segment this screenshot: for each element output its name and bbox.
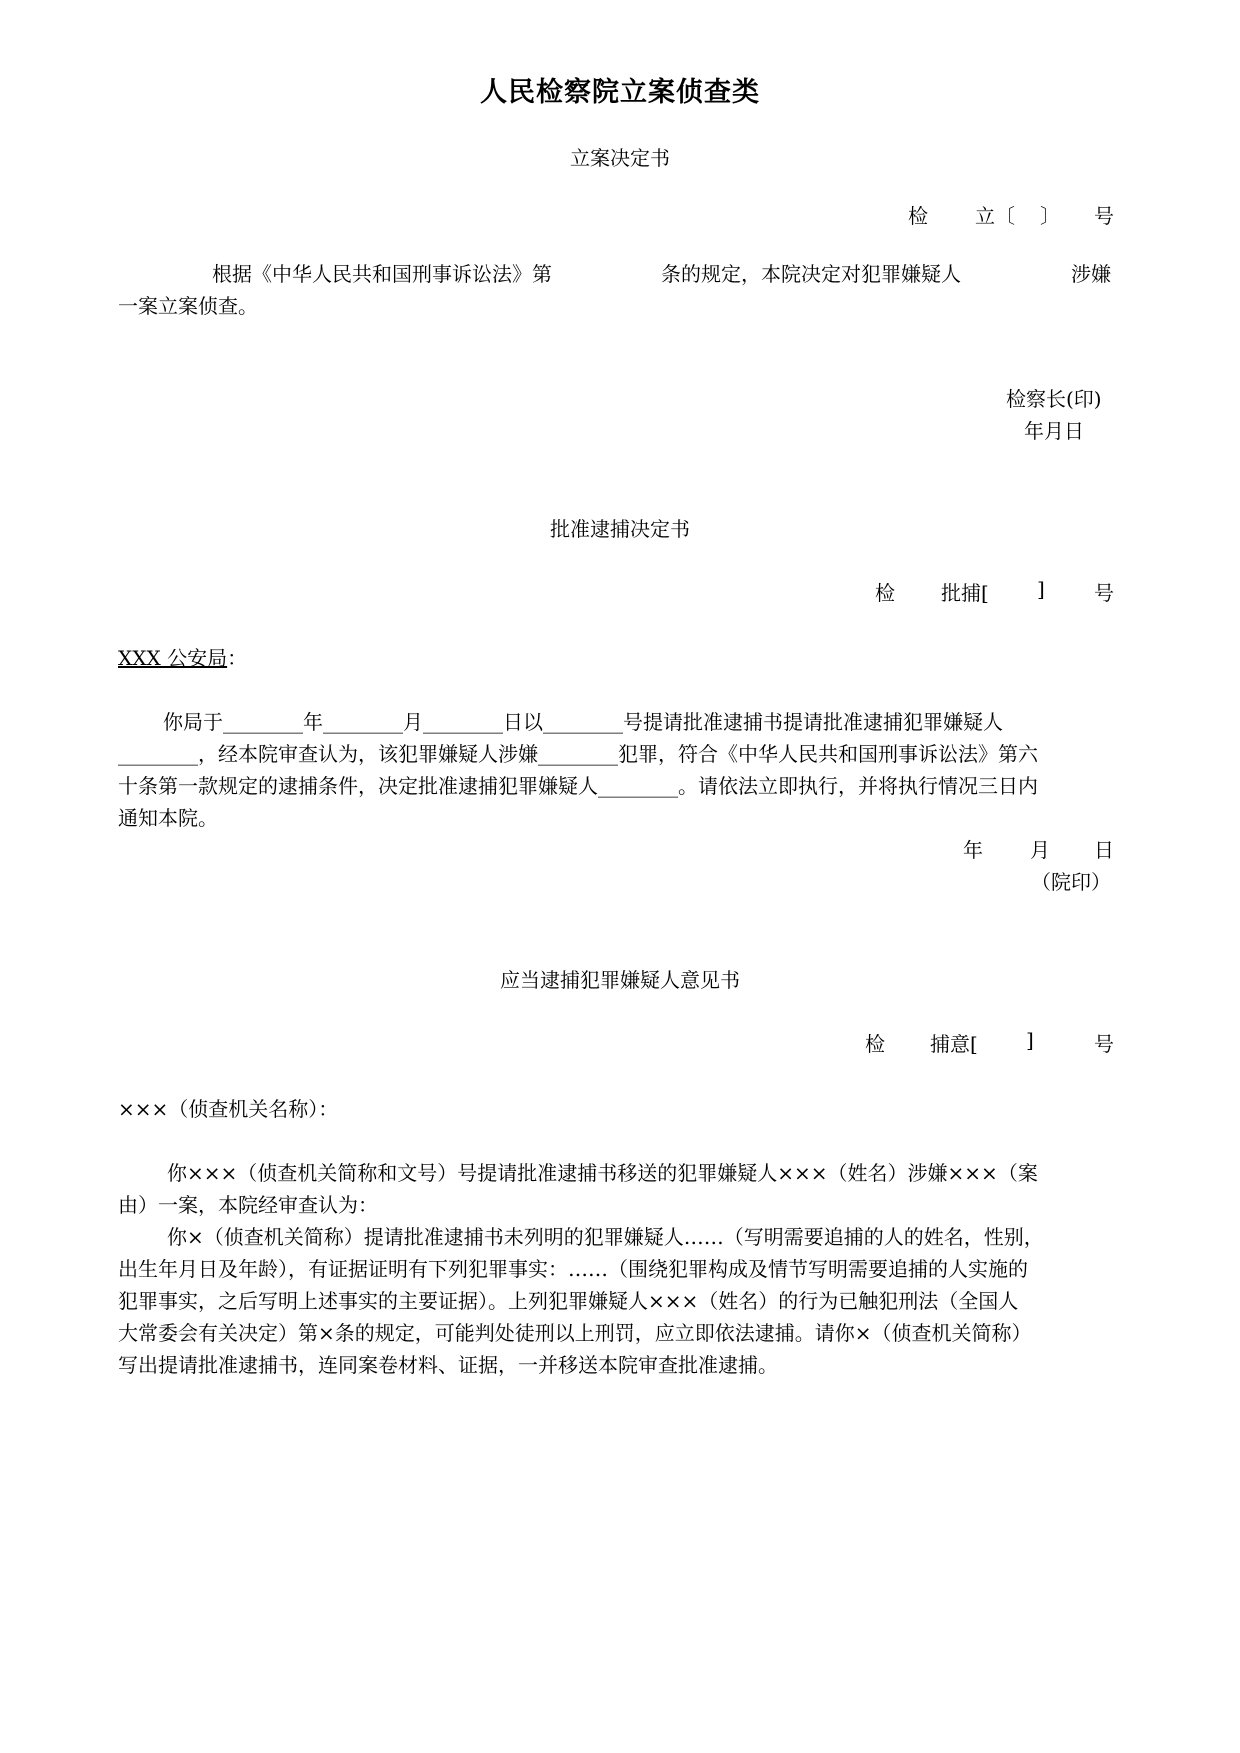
doc1-signature: 检察长(印): [1006, 387, 1102, 411]
doc2-date-month: 月: [1030, 838, 1050, 862]
doc3-number-jian: 检: [865, 1032, 885, 1056]
doc2-body-line-4: 通知本院。: [118, 806, 218, 830]
doc3-recipient: ×××（侦查机关名称）：: [118, 1097, 339, 1121]
doc2-recipient-colon: ：: [227, 646, 248, 670]
doc1-para-part1: 根据《中华人民共和国刑事诉讼法》第: [212, 262, 552, 286]
doc1-number-close: 〕: [1040, 204, 1060, 228]
doc1-para-line2: 一案立案侦查。: [118, 294, 258, 318]
doc2-seal: （院印）: [1031, 870, 1111, 894]
doc1-title: 立案决定书: [570, 146, 670, 170]
doc1-number-jian: 检: [908, 204, 928, 228]
doc3-body-line-3: 你×（侦查机关简称）提请批准逮捕书未列明的犯罪嫌疑人……（写明需要追捕的人的姓名，性别，: [167, 1225, 1044, 1249]
doc3-body-line-2: 由）一案，本院经审查认为：: [118, 1193, 378, 1217]
doc2-number-pi: 批捕[: [941, 581, 989, 605]
doc2-body-line-3: 十条第一款规定的逮捕条件，决定批准逮捕犯罪嫌疑人________。请依法立即执行，并将执行情况三日内: [118, 774, 1038, 798]
doc2-body-line-1: 你局于________年________月________日以________号提请批准逮捕书提请批准逮捕犯罪嫌疑人: [163, 710, 1003, 734]
doc3-body-line-7: 写出提请批准逮捕书，连同案卷材料、证据，一并移送本院审查批准逮捕。: [118, 1353, 778, 1377]
doc1-para-part2: 条的规定，本院决定对犯罪嫌疑人: [661, 262, 961, 286]
doc3-title: 应当逮捕犯罪嫌疑人意见书: [500, 968, 740, 992]
doc2-recipient: [118, 642, 247, 671]
doc3-number-close: ]: [1026, 1028, 1034, 1052]
doc1-number-hao: 号: [1094, 204, 1114, 228]
doc2-recipient-name: XXX 公安局: [118, 646, 228, 670]
doc3-number-bu: 捕意[: [930, 1032, 978, 1056]
main-title: 人民检察院立案侦查类: [480, 77, 760, 108]
doc3-number-hao: 号: [1094, 1032, 1114, 1056]
doc3-body-line-4: 出生年月日及年龄），有证据证明有下列犯罪事实：……（围绕犯罪构成及情节写明需要追捕的人实施的: [118, 1257, 1028, 1281]
doc2-title: 批准逮捕决定书: [550, 517, 690, 541]
doc2-number-jian: 检: [875, 581, 895, 605]
doc2-date-day: 日: [1094, 838, 1114, 862]
doc2-date-year: 年: [963, 838, 983, 862]
doc3-body-line-5: 犯罪事实，之后写明上述事实的主要证据）。上列犯罪嫌疑人×××（姓名）的行为已触犯刑法（全国人: [118, 1289, 1019, 1313]
doc1-number-li: 立〔: [975, 204, 1015, 228]
doc2-body-line-2: ________，经本院审查认为，该犯罪嫌疑人涉嫌________犯罪，符合《中华人民共和国刑事诉讼法》第六: [118, 742, 1038, 766]
doc1-para-part3: 涉嫌: [1071, 262, 1111, 286]
doc1-date: 年月日: [1024, 419, 1084, 443]
doc2-number-hao: 号: [1094, 581, 1114, 605]
doc2-number-close: ]: [1037, 577, 1045, 601]
doc3-body-line-1: 你×××（侦查机关简称和文号）号提请批准逮捕书移送的犯罪嫌疑人×××（姓名）涉嫌×××（案: [167, 1161, 1038, 1185]
doc3-body-line-6: 大常委会有关决定）第×条的规定，可能判处徒刑以上刑罚，应立即依法逮捕。请你×（侦查机关简称）: [118, 1321, 1032, 1345]
